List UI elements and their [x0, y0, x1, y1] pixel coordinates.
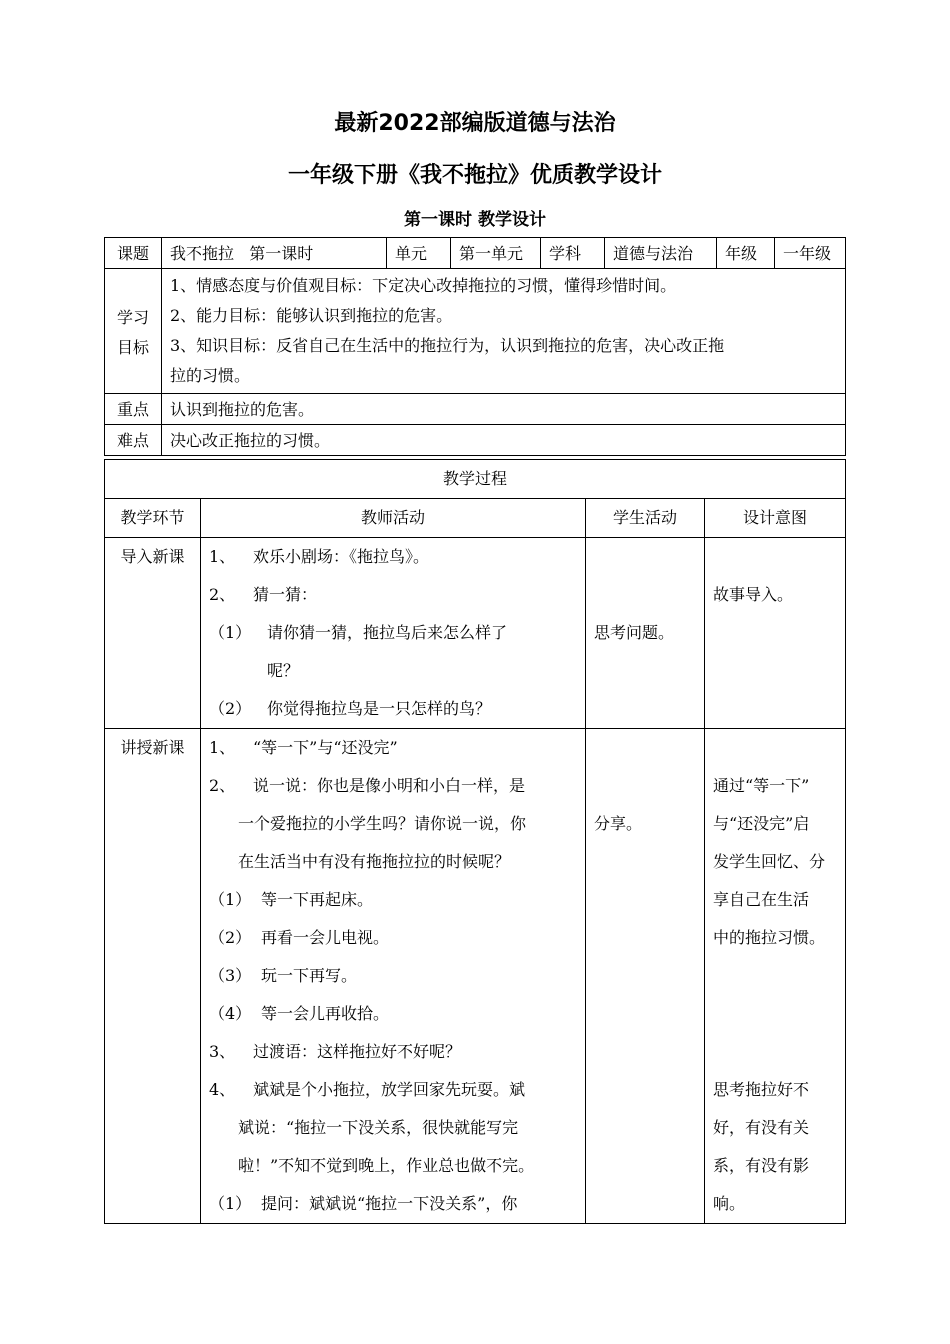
subject-value: 道德与法治	[605, 238, 717, 269]
item-number: （2）	[209, 699, 252, 718]
header-student: 学生活动	[586, 499, 705, 538]
teach-intent	[705, 729, 846, 1224]
grade-value: 一年级	[775, 238, 846, 269]
item-text: 说一说：你也是像小明和小白一样，是	[253, 776, 526, 795]
goals-label-line2: 目标	[116, 338, 149, 357]
key-point-label: 重点	[105, 394, 162, 425]
item-number: 1、	[209, 547, 236, 566]
goal-line: 1、情感态度与价值观目标：下定决心改掉拖拉的习惯，懂得珍惜时间。	[170, 276, 677, 295]
item-number: （2）	[209, 928, 252, 947]
item-text: 提问：斌斌说“拖拉一下没关系”，你	[261, 1194, 518, 1213]
intent-line: 响。	[713, 1194, 746, 1213]
difficulty-value: 决心改正拖拉的习惯。	[162, 425, 846, 456]
intent-line: 思考拖拉好不	[713, 1080, 810, 1099]
goals-label	[105, 269, 162, 394]
item-number: （1）	[209, 890, 252, 909]
intro-teacher-activity	[201, 538, 586, 729]
grade-label: 年级	[717, 238, 775, 269]
key-point-row	[105, 394, 846, 425]
goals-label-line1: 学习	[116, 308, 149, 327]
process-title-row	[105, 460, 846, 499]
student-text: 分享。	[594, 814, 643, 833]
unit-label: 单元	[387, 238, 451, 269]
item-number: （3）	[209, 966, 252, 985]
goals-row	[105, 269, 846, 394]
header-intent: 设计意图	[705, 499, 846, 538]
intent-line: 通过“等一下”	[713, 776, 810, 795]
process-header-row	[105, 499, 846, 538]
item-text: 一个爱拖拉的小学生吗？请你说一说，你	[238, 814, 527, 833]
unit-value: 第一单元	[451, 238, 541, 269]
item-text: 猜一猜：	[253, 585, 318, 604]
process-table	[104, 459, 846, 1224]
goal-line: 拉的习惯。	[170, 366, 251, 385]
teach-stage: 讲授新课	[105, 729, 201, 1224]
item-text: “等一下”与“还没完”	[253, 738, 398, 757]
item-text: 玩一下再写。	[261, 966, 358, 985]
item-text: 请你猜一猜，拖拉鸟后来怎么样了	[267, 623, 508, 642]
item-text: 你觉得拖拉鸟是一只怎样的鸟？	[267, 699, 492, 718]
item-text: 斌斌是个小拖拉，放学回家先玩耍。斌	[253, 1080, 526, 1099]
goal-line: 2、能力目标：能够认识到拖拉的危害。	[170, 306, 453, 325]
goals-content	[162, 269, 846, 394]
intent-line: 享自己在生活	[713, 890, 810, 909]
item-text: 斌说：“拖拉一下没关系，很快就能写完	[238, 1118, 519, 1137]
item-text: 过渡语：这样拖拉好不好呢？	[253, 1042, 462, 1061]
teach-teacher-activity	[201, 729, 586, 1224]
item-number: 1、	[209, 738, 236, 757]
document-title: 最新2022部编版道德与法治	[334, 111, 616, 136]
difficulty-label: 难点	[105, 425, 162, 456]
intent-text: 故事导入。	[713, 585, 794, 604]
header-stage: 教学环节	[105, 499, 201, 538]
process-title: 教学过程	[105, 460, 846, 499]
item-text: 等一会儿再收拾。	[261, 1004, 390, 1023]
item-number: 2、	[209, 776, 236, 795]
item-number: 2、	[209, 585, 236, 604]
intro-row	[105, 538, 846, 729]
topic-value: 我不拖拉 第一课时	[162, 238, 387, 269]
intro-intent	[705, 538, 846, 729]
item-number: （1）	[209, 623, 252, 642]
info-row	[105, 238, 846, 269]
intent-line: 发学生回忆、分	[713, 852, 826, 871]
item-number: （4）	[209, 1004, 252, 1023]
intent-line: 好，有没有关	[713, 1118, 810, 1137]
intro-stage: 导入新课	[105, 538, 201, 729]
intent-line: 与“还没完”启	[713, 814, 810, 833]
item-text: 等一下再起床。	[261, 890, 374, 909]
document-subtitle: 一年级下册《我不拖拉》优质教学设计	[287, 163, 662, 188]
topic-label: 课题	[105, 238, 162, 269]
item-text: 啦！”不知不觉到晚上，作业总也做不完。	[238, 1156, 535, 1175]
intro-student-activity	[586, 538, 705, 729]
intent-line: 中的拖拉习惯。	[713, 928, 826, 947]
item-text: 在生活当中有没有拖拖拉拉的时候呢？	[238, 852, 511, 871]
item-number: 3、	[209, 1042, 236, 1061]
item-number: （1）	[209, 1194, 252, 1213]
intent-line: 系，有没有影	[713, 1156, 810, 1175]
teach-row	[105, 729, 846, 1224]
key-point-value: 认识到拖拉的危害。	[162, 394, 846, 425]
header-teacher: 教师活动	[201, 499, 586, 538]
subject-label: 学科	[541, 238, 605, 269]
item-text: 欢乐小剧场：《拖拉鸟》。	[253, 547, 430, 566]
item-text: 呢？	[267, 661, 300, 680]
student-text: 思考问题。	[594, 623, 675, 642]
lesson-info-table	[104, 237, 846, 456]
teach-student-activity	[586, 729, 705, 1224]
difficulty-row	[105, 425, 846, 456]
goal-line: 3、知识目标：反省自己在生活中的拖拉行为，认识到拖拉的危害，决心改正拖	[170, 336, 725, 355]
lesson-heading: 第一课时 教学设计	[404, 210, 546, 230]
item-text: 再看一会儿电视。	[261, 928, 390, 947]
item-number: 4、	[209, 1080, 236, 1099]
